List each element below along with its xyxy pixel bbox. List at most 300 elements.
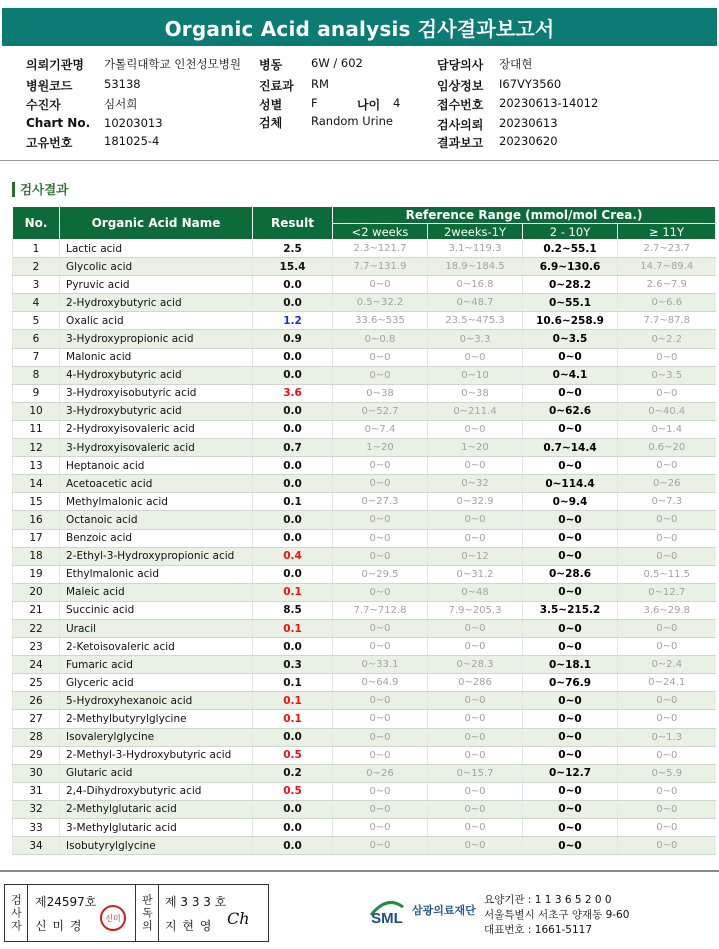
row-name: Fumaric acid bbox=[60, 656, 253, 674]
row-name: Isobutyrylglycine bbox=[60, 837, 253, 855]
row-range: 0~0 bbox=[428, 746, 523, 764]
row-range: 0~4.1 bbox=[523, 366, 618, 384]
row-range: 0~0 bbox=[523, 384, 618, 402]
row-range: 0~0 bbox=[618, 819, 716, 837]
row-result: 0.1 bbox=[253, 583, 333, 601]
header-reference: Reference Range (mmol/mol Crea.) bbox=[333, 207, 716, 224]
row-name: Glutaric acid bbox=[60, 764, 253, 782]
row-no: 8 bbox=[13, 366, 60, 384]
row-range: 23.5~475.3 bbox=[428, 312, 523, 330]
row-range: 0~32.9 bbox=[428, 493, 523, 511]
row-range: 0~24.1 bbox=[618, 674, 716, 692]
ward-label: 병동 bbox=[259, 58, 283, 72]
row-range: 33.6~535 bbox=[333, 312, 428, 330]
row-result: 0.1 bbox=[253, 710, 333, 728]
tester-id: 제24597호 bbox=[35, 895, 97, 909]
row-name: Acetoacetic acid bbox=[60, 475, 253, 493]
row-range: 0~0 bbox=[523, 692, 618, 710]
row-range: 0~26 bbox=[333, 764, 428, 782]
row-range: 0~0 bbox=[333, 583, 428, 601]
row-name: Methylmalonic acid bbox=[60, 493, 253, 511]
table-row bbox=[13, 746, 716, 764]
row-no: 12 bbox=[13, 439, 60, 457]
table-row bbox=[13, 529, 716, 547]
section-title: 검사결과 bbox=[20, 182, 69, 197]
row-no: 4 bbox=[13, 294, 60, 312]
row-range: 7.7~131.9 bbox=[333, 258, 428, 276]
row-range: 7.9~205.3 bbox=[428, 601, 523, 619]
row-result: 0.0 bbox=[253, 348, 333, 366]
row-range: 0~0 bbox=[428, 638, 523, 656]
row-range: 0~0 bbox=[618, 837, 716, 855]
institution-logo bbox=[367, 893, 476, 927]
row-range: 0~0 bbox=[333, 619, 428, 637]
row-result: 0.0 bbox=[253, 475, 333, 493]
row-name: Pyruvic acid bbox=[60, 276, 253, 294]
table-row bbox=[13, 276, 716, 294]
unique-no-value: 181025-4 bbox=[104, 134, 160, 148]
table-row bbox=[13, 583, 716, 601]
row-name: 3-Hydroxyisovaleric acid bbox=[60, 439, 253, 457]
row-range: 0~0 bbox=[523, 529, 618, 547]
row-range: 0~0 bbox=[523, 728, 618, 746]
row-result: 0.2 bbox=[253, 764, 333, 782]
row-result: 0.4 bbox=[253, 547, 333, 565]
table-row bbox=[13, 366, 716, 384]
row-result: 1.2 bbox=[253, 312, 333, 330]
row-range: 0.5~32.2 bbox=[333, 294, 428, 312]
reviewer-name: 지 현 영 bbox=[165, 919, 213, 933]
request-date-value: 20230613 bbox=[499, 116, 558, 130]
row-range: 0~286 bbox=[428, 674, 523, 692]
row-no: 3 bbox=[13, 276, 60, 294]
row-name: 2-Methylglutaric acid bbox=[60, 800, 253, 818]
row-range: 0~33.1 bbox=[333, 656, 428, 674]
row-range: 1~20 bbox=[428, 439, 523, 457]
row-range: 0~0 bbox=[428, 692, 523, 710]
row-result: 0.0 bbox=[253, 420, 333, 438]
row-range: 0~0 bbox=[618, 746, 716, 764]
row-result: 0.0 bbox=[253, 511, 333, 529]
row-name: 4-Hydroxybutyric acid bbox=[60, 366, 253, 384]
row-range: 0~0 bbox=[618, 384, 716, 402]
row-range: 2.7~23.7 bbox=[618, 240, 716, 258]
row-no: 18 bbox=[13, 547, 60, 565]
row-result: 8.5 bbox=[253, 601, 333, 619]
table-row bbox=[13, 420, 716, 438]
row-name: 5-Hydroxyhexanoic acid bbox=[60, 692, 253, 710]
row-range: 0.6~20 bbox=[618, 439, 716, 457]
row-range: 0~0 bbox=[333, 692, 428, 710]
specimen-label: 검체 bbox=[259, 116, 283, 130]
row-name: 3-Hydroxybutyric acid bbox=[60, 402, 253, 420]
header-range-ge11y: ≥ 11Y bbox=[618, 224, 716, 240]
tester-seal bbox=[100, 905, 126, 931]
row-range: 0~0 bbox=[618, 619, 716, 637]
row-range: 0~0 bbox=[333, 457, 428, 475]
doctor-value: 장대현 bbox=[499, 57, 533, 71]
row-range: 0~1.4 bbox=[618, 420, 716, 438]
row-range: 0~0 bbox=[333, 366, 428, 384]
row-range: 0~7.4 bbox=[333, 420, 428, 438]
row-range: 0~0 bbox=[333, 529, 428, 547]
results-table bbox=[12, 206, 716, 855]
row-range: 0~3.3 bbox=[428, 330, 523, 348]
row-result: 0.0 bbox=[253, 819, 333, 837]
row-range: 0.7~14.4 bbox=[523, 439, 618, 457]
row-name: 2-Hydroxyisovaleric acid bbox=[60, 420, 253, 438]
receipt-no-label: 접수번호 bbox=[437, 98, 484, 112]
row-range: 0.2~55.1 bbox=[523, 240, 618, 258]
row-range: 0~0 bbox=[333, 547, 428, 565]
row-no: 11 bbox=[13, 420, 60, 438]
institution-code: 요양기관 : 1 1 3 6 5 2 0 0 bbox=[484, 894, 612, 906]
row-range: 0~2.4 bbox=[618, 656, 716, 674]
row-name: 3-Hydroxyisobutyric acid bbox=[60, 384, 253, 402]
row-result: 0.0 bbox=[253, 638, 333, 656]
row-result: 0.0 bbox=[253, 366, 333, 384]
row-result: 0.5 bbox=[253, 746, 333, 764]
table-row bbox=[13, 692, 716, 710]
row-name: 2-Hydroxybutyric acid bbox=[60, 294, 253, 312]
row-range: 0~0 bbox=[618, 800, 716, 818]
row-no: 22 bbox=[13, 619, 60, 637]
header-result: Result bbox=[253, 207, 333, 240]
logo-text: SML bbox=[371, 910, 403, 927]
row-range: 0~48 bbox=[428, 583, 523, 601]
header-no: No. bbox=[13, 207, 60, 240]
row-range: 0~0 bbox=[333, 475, 428, 493]
row-range: 0~0 bbox=[523, 511, 618, 529]
row-range: 0~0 bbox=[333, 511, 428, 529]
report-date-value: 20230620 bbox=[499, 134, 558, 148]
sml-logo-icon bbox=[367, 893, 407, 927]
reviewer-id: 제 3 3 3 호 bbox=[165, 895, 227, 909]
row-no: 9 bbox=[13, 384, 60, 402]
row-range: 0~29.5 bbox=[333, 565, 428, 583]
row-name: Malonic acid bbox=[60, 348, 253, 366]
clinical-info-value: I67VY3560 bbox=[499, 77, 562, 91]
row-result: 0.0 bbox=[253, 837, 333, 855]
table-row bbox=[13, 728, 716, 746]
row-range: 0~0 bbox=[618, 511, 716, 529]
row-range: 0~1.3 bbox=[618, 728, 716, 746]
sex-value: F bbox=[311, 96, 318, 110]
institution-info bbox=[484, 893, 629, 938]
row-range: 0~0 bbox=[523, 800, 618, 818]
row-range: 10.6~258.9 bbox=[523, 312, 618, 330]
department-value: RM bbox=[311, 77, 329, 91]
row-range: 0~0 bbox=[618, 547, 716, 565]
row-range: 0~0 bbox=[428, 457, 523, 475]
row-result: 15.4 bbox=[253, 258, 333, 276]
department-label: 진료과 bbox=[259, 79, 294, 93]
row-name: Isovalerylglycine bbox=[60, 728, 253, 746]
table-row bbox=[13, 312, 716, 330]
row-range: 0~0 bbox=[523, 420, 618, 438]
chart-no-value: 10203013 bbox=[104, 116, 163, 130]
row-range: 0~12.7 bbox=[618, 583, 716, 601]
tester-label-text: 검사자 bbox=[9, 893, 23, 933]
row-name: Glyceric acid bbox=[60, 674, 253, 692]
table-row bbox=[13, 330, 716, 348]
row-no: 7 bbox=[13, 348, 60, 366]
header-range-2-10y: 2 - 10Y bbox=[523, 224, 618, 240]
row-name: 2-Ketoisovaleric acid bbox=[60, 638, 253, 656]
row-result: 0.1 bbox=[253, 619, 333, 637]
hospital-code-value: 53138 bbox=[104, 77, 141, 91]
row-result: 0.1 bbox=[253, 692, 333, 710]
table-row bbox=[13, 384, 716, 402]
row-range: 0~0 bbox=[523, 348, 618, 366]
row-name: Ethylmalonic acid bbox=[60, 565, 253, 583]
row-range: 0~114.4 bbox=[523, 475, 618, 493]
row-range: 0~38 bbox=[428, 384, 523, 402]
row-no: 34 bbox=[13, 837, 60, 855]
row-result: 0.0 bbox=[253, 294, 333, 312]
row-no: 33 bbox=[13, 819, 60, 837]
row-range: 0~15.7 bbox=[428, 764, 523, 782]
sex-label: 성별 bbox=[259, 98, 283, 112]
row-range: 7.7~87.8 bbox=[618, 312, 716, 330]
row-range: 3.5~215.2 bbox=[523, 601, 618, 619]
row-range: 0~0 bbox=[333, 728, 428, 746]
row-result: 0.0 bbox=[253, 402, 333, 420]
row-no: 1 bbox=[13, 240, 60, 258]
row-range: 0~52.7 bbox=[333, 402, 428, 420]
row-range: 0~55.1 bbox=[523, 294, 618, 312]
table-row bbox=[13, 294, 716, 312]
row-range: 0~48.7 bbox=[428, 294, 523, 312]
row-range: 0~0 bbox=[333, 710, 428, 728]
recipient-value: 심서희 bbox=[104, 97, 138, 111]
table-row bbox=[13, 565, 716, 583]
row-range: 0~18.1 bbox=[523, 656, 618, 674]
row-range: 0~0 bbox=[523, 819, 618, 837]
results-body bbox=[13, 240, 716, 855]
row-range: 0~28.6 bbox=[523, 565, 618, 583]
row-name: Glycolic acid bbox=[60, 258, 253, 276]
row-no: 30 bbox=[13, 764, 60, 782]
row-range: 0~3.5 bbox=[523, 330, 618, 348]
row-no: 27 bbox=[13, 710, 60, 728]
row-no: 21 bbox=[13, 601, 60, 619]
divider bbox=[0, 160, 719, 161]
row-range: 0~0 bbox=[618, 782, 716, 800]
row-range: 18.9~184.5 bbox=[428, 258, 523, 276]
report-title: Organic Acid analysis 검사결과보고서 bbox=[2, 8, 717, 46]
row-range: 0~28.2 bbox=[523, 276, 618, 294]
row-range: 0~10 bbox=[428, 366, 523, 384]
reviewer-signature: Ch bbox=[227, 909, 250, 928]
row-range: 3.6~29.8 bbox=[618, 601, 716, 619]
row-range: 0~0 bbox=[523, 710, 618, 728]
row-range: 0~0 bbox=[523, 638, 618, 656]
row-range: 0~0 bbox=[523, 457, 618, 475]
row-range: 0~0 bbox=[333, 276, 428, 294]
row-range: 0~0 bbox=[618, 457, 716, 475]
table-row bbox=[13, 601, 716, 619]
signature-box bbox=[4, 884, 269, 942]
age-value: 4 bbox=[393, 96, 401, 110]
header-range-2w-1y: 2weeks-1Y bbox=[428, 224, 523, 240]
row-name: Uracil bbox=[60, 619, 253, 637]
row-range: 0~0 bbox=[523, 782, 618, 800]
table-row bbox=[13, 638, 716, 656]
table-row bbox=[13, 837, 716, 855]
table-row bbox=[13, 475, 716, 493]
table-row bbox=[13, 511, 716, 529]
specimen-value: Random Urine bbox=[311, 114, 393, 128]
table-row bbox=[13, 619, 716, 637]
hospital-label: 의뢰기관명 bbox=[26, 58, 84, 72]
row-result: 0.1 bbox=[253, 493, 333, 511]
row-name: Benzoic acid bbox=[60, 529, 253, 547]
row-name: 3-Methylglutaric acid bbox=[60, 819, 253, 837]
row-range: 0~0 bbox=[428, 819, 523, 837]
row-result: 0.0 bbox=[253, 276, 333, 294]
row-range: 0~0 bbox=[428, 420, 523, 438]
row-name: 2,4-Dihydroxybutyric acid bbox=[60, 782, 253, 800]
row-no: 19 bbox=[13, 565, 60, 583]
row-no: 14 bbox=[13, 475, 60, 493]
row-result: 0.7 bbox=[253, 439, 333, 457]
section-marker bbox=[12, 182, 15, 197]
row-name: Succinic acid bbox=[60, 601, 253, 619]
row-result: 0.1 bbox=[253, 674, 333, 692]
row-result: 0.5 bbox=[253, 782, 333, 800]
row-range: 0~0 bbox=[428, 728, 523, 746]
row-range: 14.7~89.4 bbox=[618, 258, 716, 276]
row-no: 17 bbox=[13, 529, 60, 547]
table-row bbox=[13, 457, 716, 475]
row-range: 0~0 bbox=[333, 819, 428, 837]
table-row bbox=[13, 439, 716, 457]
table-row bbox=[13, 764, 716, 782]
row-range: 0~0 bbox=[523, 547, 618, 565]
row-range: 0~9.4 bbox=[523, 493, 618, 511]
row-range: 0~0 bbox=[523, 583, 618, 601]
hospital-code-label: 병원코드 bbox=[26, 79, 73, 93]
row-no: 25 bbox=[13, 674, 60, 692]
row-no: 16 bbox=[13, 511, 60, 529]
row-no: 28 bbox=[13, 728, 60, 746]
row-name: 3-Hydroxypropionic acid bbox=[60, 330, 253, 348]
row-name: 2-Ethyl-3-Hydroxypropionic acid bbox=[60, 547, 253, 565]
row-no: 20 bbox=[13, 583, 60, 601]
row-range: 0~0 bbox=[428, 710, 523, 728]
row-range: 0~0 bbox=[523, 619, 618, 637]
tester-seal-text: 신미 bbox=[105, 913, 121, 923]
row-name: 2-Methylbutyrylglycine bbox=[60, 710, 253, 728]
row-no: 5 bbox=[13, 312, 60, 330]
row-range: 0~0 bbox=[618, 710, 716, 728]
row-range: 0~38 bbox=[333, 384, 428, 402]
row-range: 0~0 bbox=[333, 348, 428, 366]
row-result: 2.5 bbox=[253, 240, 333, 258]
table-row bbox=[13, 782, 716, 800]
header-name: Organic Acid Name bbox=[60, 207, 253, 240]
row-no: 29 bbox=[13, 746, 60, 764]
ward-value: 6W / 602 bbox=[311, 56, 363, 70]
row-range: 0~12 bbox=[428, 547, 523, 565]
row-name: Maleic acid bbox=[60, 583, 253, 601]
row-range: 0~0 bbox=[618, 638, 716, 656]
row-range: 0~0 bbox=[428, 800, 523, 818]
row-no: 13 bbox=[13, 457, 60, 475]
row-no: 26 bbox=[13, 692, 60, 710]
report-date-label: 결과보고 bbox=[437, 136, 484, 150]
table-row bbox=[13, 547, 716, 565]
table-row bbox=[13, 800, 716, 818]
row-range: 0~0 bbox=[523, 837, 618, 855]
table-row bbox=[13, 258, 716, 276]
section-heading bbox=[12, 181, 68, 197]
row-range: 0~0 bbox=[428, 511, 523, 529]
institution-phone: 대표번호 : 1661-5117 bbox=[484, 924, 593, 936]
row-range: 0~0 bbox=[523, 746, 618, 764]
row-range: 0~0 bbox=[428, 782, 523, 800]
row-range: 0~0 bbox=[428, 619, 523, 637]
tester-name: 신 미 경 bbox=[35, 919, 83, 933]
row-result: 0.0 bbox=[253, 529, 333, 547]
row-range: 0~16.8 bbox=[428, 276, 523, 294]
age-label: 나이 bbox=[357, 98, 381, 112]
row-name: Octanoic acid bbox=[60, 511, 253, 529]
receipt-no-value: 20230613-14012 bbox=[499, 96, 599, 110]
row-range: 0~27.3 bbox=[333, 493, 428, 511]
row-no: 24 bbox=[13, 656, 60, 674]
row-no: 31 bbox=[13, 782, 60, 800]
unique-no-label: 고유번호 bbox=[26, 136, 73, 150]
row-range: 0~6.6 bbox=[618, 294, 716, 312]
request-date-label: 검사의뢰 bbox=[437, 118, 484, 132]
row-name: 2-Methyl-3-Hydroxybutyric acid bbox=[60, 746, 253, 764]
row-range: 0~0 bbox=[618, 692, 716, 710]
row-range: 0~3.5 bbox=[618, 366, 716, 384]
table-row bbox=[13, 656, 716, 674]
row-no: 10 bbox=[13, 402, 60, 420]
row-range: 0~28.3 bbox=[428, 656, 523, 674]
row-range: 0~26 bbox=[618, 475, 716, 493]
row-no: 32 bbox=[13, 800, 60, 818]
row-range: 0~5.9 bbox=[618, 764, 716, 782]
row-range: 3.1~119.3 bbox=[428, 240, 523, 258]
row-result: 0.3 bbox=[253, 656, 333, 674]
row-range: 0~0 bbox=[618, 529, 716, 547]
row-range: 0~12.7 bbox=[523, 764, 618, 782]
row-result: 0.0 bbox=[253, 728, 333, 746]
row-range: 0~0 bbox=[333, 800, 428, 818]
row-name: Lactic acid bbox=[60, 240, 253, 258]
row-range: 0~0 bbox=[333, 782, 428, 800]
doctor-label: 담당의사 bbox=[437, 58, 484, 72]
row-result: 0.0 bbox=[253, 457, 333, 475]
row-range: 0~0 bbox=[428, 348, 523, 366]
reviewer-label-text: 판독의 bbox=[140, 893, 154, 933]
table-row bbox=[13, 493, 716, 511]
row-range: 0~62.6 bbox=[523, 402, 618, 420]
row-range: 2.3~121.7 bbox=[333, 240, 428, 258]
hospital-value: 가톨릭대학교 인천성모병원 bbox=[104, 57, 241, 71]
row-range: 0~76.9 bbox=[523, 674, 618, 692]
row-range: 0~211.4 bbox=[428, 402, 523, 420]
row-range: 0~7.3 bbox=[618, 493, 716, 511]
clinical-info-label: 임상정보 bbox=[437, 79, 484, 93]
header-range-lt2w: <2 weeks bbox=[333, 224, 428, 240]
patient-info bbox=[0, 52, 719, 152]
table-row bbox=[13, 348, 716, 366]
